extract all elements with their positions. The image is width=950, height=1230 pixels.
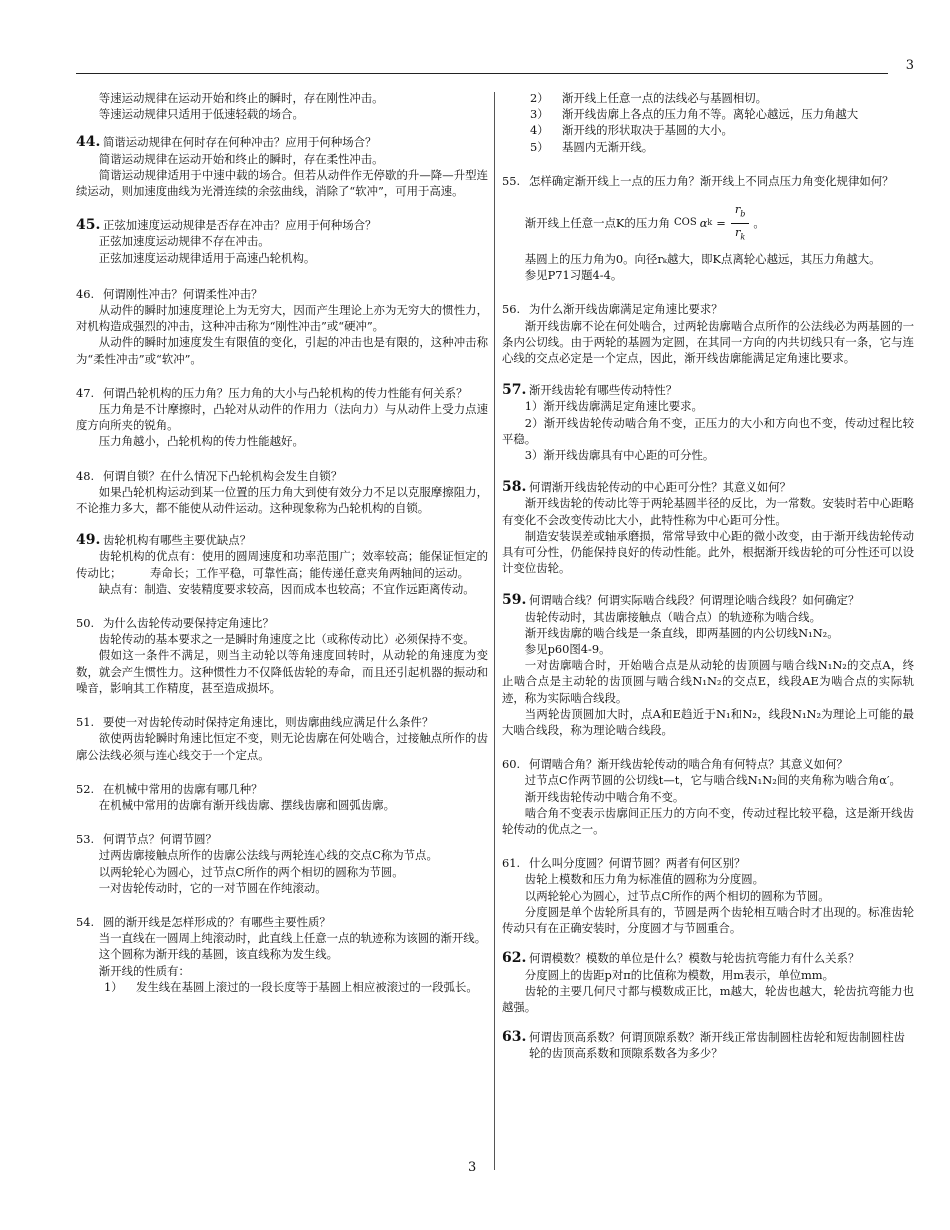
question-title: 何谓啮合线？何谓实际啮合线段？何谓理论啮合线段？如何确定？ (529, 593, 860, 608)
list-item: 5） 基圆内无渐开线。 (530, 139, 654, 154)
paragraph: 正弦加速度运动规律适用于高速凸轮机构。 (98, 250, 316, 265)
fraction: $\frac{r_b}{r_k}$ (731, 201, 750, 245)
paragraph: 渐开线的性质有： (98, 963, 190, 978)
question-title: 何谓齿顶高系数？何谓顶隙系数？渐开线正常齿制圆柱齿轮和短齿制圆柱齿轮的齿顶高系数和顶隙系数各为多少？ (529, 1030, 905, 1061)
paragraph: 渐开线齿廓不论在何处啮合，过两轮齿廓啮合点所作的公法线必为两基圆的一条内公切线。由于两轮的基圆为定圆，在其同一方向的内共切线只有一条，它与连心线的交点必定是一个定点，因此，渐开线齿廓能满足定角速比要求。 (502, 318, 914, 365)
list-item: 2） 渐开线上任意一点的法线必与基圆相切。 (530, 91, 768, 105)
question-title: 怎样确定渐开线上一点的压力角？渐开线上不同点压力角变化规律如何？ (529, 173, 894, 188)
paragraph: 齿轮机构的优点有：使用的圆周速度和功率范围广；效率较高；能保证恒定的传动比； 寿命长；工作平稳，可靠性高；能传递任意夹角两轴间的运动。 (76, 549, 488, 580)
question-title: 为什么渐开线齿廓满足定角速比要求？ (529, 302, 723, 317)
paragraph: 以两轮轮心为圆心，过节点C所作的两个相切的圆称为节圆。 (524, 888, 830, 903)
paragraph: 这个圆称为渐开线的基圆，该直线称为发生线。 (98, 947, 339, 962)
question-title: 何谓啮合角？渐开线齿轮传动的啮合角有何特点？其意义如何？ (529, 757, 848, 772)
paragraph: 渐开线齿廓的啮合线是一条直线，即两基圆的内公切线N₁N₂。 (524, 625, 839, 640)
paragraph: 基圆上的压力角为0。向径rₖ越大，即K点离轮心越远，其压力角越大。 (524, 251, 881, 266)
paragraph: 从动件的瞬时加速度发生有限值的变化，引起的冲击也是有限的，这种冲击称为“柔性冲击”或“软冲”。 (76, 335, 488, 366)
paragraph: 过节点C作两节圆的公切线t—t，它与啮合线N₁N₂间的夹角称为啮合角α′。 (524, 773, 901, 788)
question-47: 47. 何谓凸轮机构的压力角？压力角的大小与凸轮机构的传力性能有何关系？ (76, 385, 468, 400)
paragraph: 齿轮上模数和压力角为标准值的圆称为分度圆。 (524, 872, 765, 887)
paragraph: 齿轮的主要几何尺寸都与模数成正比，m越大，轮齿也越大，轮齿抗弯能力也越强。 (502, 983, 914, 1014)
paragraph: 简谐运动规律在运动开始和终止的瞬时，存在柔性冲击。 (98, 151, 384, 166)
paragraph: 压力角是不计摩擦时，凸轮对从动件的作用力（法向力）与从动件上受力点速度方向所夹的锐角。 (76, 402, 488, 433)
paragraph: 分度圆上的齿距p对π的比值称为模数，用m表示，单位mm。 (524, 967, 834, 982)
question-56: 56. 为什么渐开线齿廓满足定角速比要求？ (502, 302, 723, 317)
pressure-angle-formula: 渐开线上任意一点K的压力角 COS α k = $\frac{r_b}{r_k}$ 。 (525, 201, 914, 245)
column-divider (494, 92, 495, 1170)
question-46: 46. 何谓刚性冲击？何谓柔性冲击？ (76, 286, 263, 301)
paragraph: 齿轮传动时，其齿廓接触点（啮合点）的轨迹称为啮合线。 (524, 609, 821, 624)
paragraph: 渐开线齿轮传动中啮合角不变。 (524, 789, 685, 804)
paragraph: 2）渐开线齿轮传动啮合角不变，正压力的大小和方向也不变，传动过程比较平稳。 (502, 415, 914, 446)
question-title: 什么叫分度圆？何谓节圆？两者有何区别？ (529, 856, 746, 871)
question-51: 51. 要使一对齿轮传动时保持定角速比，则齿廓曲线应满足什么条件？ (76, 715, 434, 730)
question-title: 何谓模数？模数的单位是什么？模数与轮齿抗弯能力有什么关系？ (529, 951, 860, 966)
question-44: 44. 简谐运动规律在何时存在何种冲击？应用于何种场合？ (76, 134, 377, 151)
question-49: 49. 齿轮机构有哪些主要优缺点？ (76, 532, 252, 549)
paragraph: 当两轮齿顶圆加大时，点A和E趋近于N₁和N₂，线段N₁N₂为理论上可能的最大啮合线段，称为理论啮合线段。 (502, 706, 914, 738)
question-45: 45. 正弦加速度运动规律是否存在冲击？应用于何种场合？ (76, 217, 377, 234)
question-title: 何谓自锁？在什么情况下凸轮机构会发生自锁？ (103, 468, 343, 483)
question-title: 渐开线齿轮有哪些传动特性？ (529, 383, 678, 398)
question-54: 54. 圆的渐开线是怎样形成的？有哪些主要性质？ (76, 914, 331, 929)
paragraph: 在机械中常用的齿廓有渐开线齿廓、摆线齿廓和圆弧齿廓。 (98, 797, 395, 812)
paragraph: 制造安装误差或轴承磨损，常常导致中心距的微小改变，由于渐开线齿轮传动具有可分性，仍能保持良好的传动性能。此外，根据渐开线齿轮的可分性还可以设计变位齿轮。 (502, 528, 914, 576)
paragraph: 当一直线在一圆周上纯滚动时，此直线上任意一点的轨迹称为该圆的渐开线。 (98, 931, 487, 946)
paragraph: 参见p60图4-9。 (524, 642, 611, 657)
question-52: 52. 在机械中常用的齿廓有哪几种？ (76, 781, 263, 796)
paragraph: 简谐运动规律适用于中速中载的场合。但若从动件作无停歇的升—降—升型连续运动，则加速度曲线为光滑连续的余弦曲线，消除了“软冲”，可用于高速。 (76, 167, 488, 199)
question-title: 何谓刚性冲击？何谓柔性冲击？ (103, 286, 263, 301)
question-59: 59. 何谓啮合线？何谓实际啮合线段？何谓理论啮合线段？如何确定？ (502, 592, 860, 609)
question-63: 63. 何谓齿顶高系数？何谓顶隙系数？渐开线正常齿制圆柱齿轮和短齿制圆柱齿轮的齿顶高系数和顶隙系数各为多少？ (502, 1029, 905, 1061)
question-title: 圆的渐开线是怎样形成的？有哪些主要性质？ (103, 914, 331, 929)
question-57: 57. 渐开线齿轮有哪些传动特性？ (502, 382, 678, 399)
paragraph: 齿轮传动的基本要求之一是瞬时角速度之比（或称传动比）必须保持不变。 (98, 632, 475, 647)
page-number-top: 3 (905, 58, 914, 73)
question-title: 何谓凸轮机构的压力角？压力角的大小与凸轮机构的传力性能有何关系？ (103, 385, 468, 400)
list-item: 4） 渐开线的形状取决于基圆的大小。 (530, 123, 733, 138)
question-61: 61. 什么叫分度圆？何谓节圆？两者有何区别？ (502, 856, 746, 871)
paragraph: 缺点有：制造、安装精度要求较高，因而成本也较高；不宜作远距离传动。 (98, 581, 475, 596)
question-title: 为什么齿轮传动要保持定角速比？ (103, 616, 274, 631)
page-number-bottom: 3 (468, 1160, 477, 1175)
paragraph: 正弦加速度运动规律不存在冲击。 (98, 234, 270, 249)
paragraph: 分度圆是单个齿轮所具有的，节圆是两个齿轮相互啮合时才出现的。标准齿轮传动只有在正确安装时，分度圆才与节圆重合。 (502, 904, 914, 936)
header-rule (76, 73, 888, 74)
paragraph: 一对齿轮传动时，它的一对节圆在作纯滚动。 (98, 880, 327, 895)
paragraph: 参见P71习题4-4。 (524, 268, 623, 283)
left-column (76, 90, 488, 995)
question-50: 50. 为什么齿轮传动要保持定角速比？ (76, 616, 274, 631)
question-title: 正弦加速度运动规律是否存在冲击？应用于何种场合？ (103, 218, 377, 233)
paragraph: 渐开线齿轮的传动比等于两轮基圆半径的反比，为一常数。安装时若中心距略有变化不会改变传动比大小，此特性称为中心距可分性。 (502, 496, 914, 527)
paragraph: 假如这一条件不满足，则当主动轮以等角速度回转时，从动轮的角速度为变数，就会产生惯性力。这种惯性力不仅降低齿轮的寿命，而且还引起机器的振动和噪音，影响其工作精度，甚至造成损坏。 (76, 648, 488, 695)
question-title: 何谓渐开线齿轮传动的中心距可分性？其意义如何？ (529, 480, 791, 495)
paragraph: 3）渐开线齿廓具有中心距的可分性。 (524, 448, 715, 463)
paragraph: 欲使两齿轮瞬时角速比恒定不变，则无论齿廓在何处啮合，过接触点所作的齿廓公法线必须与连心线交于一个定点。 (76, 731, 488, 762)
question-title: 简谐运动规律在何时存在何种冲击？应用于何种场合？ (103, 135, 377, 150)
paragraph: 如果凸轮机构运动到某一位置的压力角大到使有效分力不足以克服摩擦阻力，不论推力多大，都不能使从动件运动。这种现象称为凸轮机构的自锁。 (76, 484, 488, 516)
question-title: 何谓节点？何谓节圆？ (103, 832, 217, 847)
paragraph: 以两轮轮心为圆心，过节点C所作的两个相切的圆称为节圆。 (98, 864, 404, 879)
question-62: 62. 何谓模数？模数的单位是什么？模数与轮齿抗弯能力有什么关系？ (502, 950, 860, 967)
question-48: 48. 何谓自锁？在什么情况下凸轮机构会发生自锁？ (76, 468, 343, 483)
list-item: 3） 渐开线齿廓上各点的压力角不等。离轮心越远，压力角越大 (530, 107, 859, 122)
question-58: 58. 何谓渐开线齿轮传动的中心距可分性？其意义如何？ (502, 479, 791, 496)
paragraph: 从动件的瞬时加速度理论上为无穷大，因而产生理论上亦为无穷大的惯性力，对机构造成强烈的冲击，这种冲击称为“刚性冲击”或“硬冲”。 (76, 303, 488, 334)
paragraph: 等速运动规律在运动开始和终止的瞬时，存在刚性冲击。 (98, 91, 384, 105)
right-column (502, 90, 914, 1062)
question-title: 齿轮机构有哪些主要优缺点？ (103, 533, 252, 548)
question-55: 55. 怎样确定渐开线上一点的压力角？渐开线上不同点压力角变化规律如何？ (502, 173, 894, 188)
question-title: 要使一对齿轮传动时保持定角速比，则齿廓曲线应满足什么条件？ (103, 715, 434, 730)
question-60: 60. 何谓啮合角？渐开线齿轮传动的啮合角有何特点？其意义如何？ (502, 757, 848, 772)
paragraph: 压力角越小，凸轮机构的传力性能越好。 (98, 434, 304, 449)
paragraph: 啮合角不变表示齿廓间正压力的方向不变，传动过程比较平稳，这是渐开线齿轮传动的优点之一。 (502, 805, 914, 837)
paragraph: 一对齿廓啮合时，开始啮合点是从动轮的齿顶圆与啮合线N₁N₂的交点A，终止啮合点是主动轮的齿顶圆与啮合线N₁N₂的交点E，线段AE为啮合点的实际轨迹，称为实际啮合线段。 (502, 658, 914, 705)
paragraph: 过两齿廓接触点所作的齿廓公法线与两轮连心线的交点C称为节点。 (98, 848, 438, 863)
list-item: 1） 发生线在基圆上滚过的一段长度等于基圆上相应被滚过的一段弧长。 (104, 979, 478, 994)
question-title: 在机械中常用的齿廓有哪几种？ (103, 781, 263, 796)
question-53: 53. 何谓节点？何谓节圆？ (76, 832, 217, 847)
paragraph: 等速运动规律只适用于低速轻载的场合。 (98, 107, 304, 122)
paragraph: 1）渐开线齿廓满足定角速比要求。 (524, 399, 703, 414)
